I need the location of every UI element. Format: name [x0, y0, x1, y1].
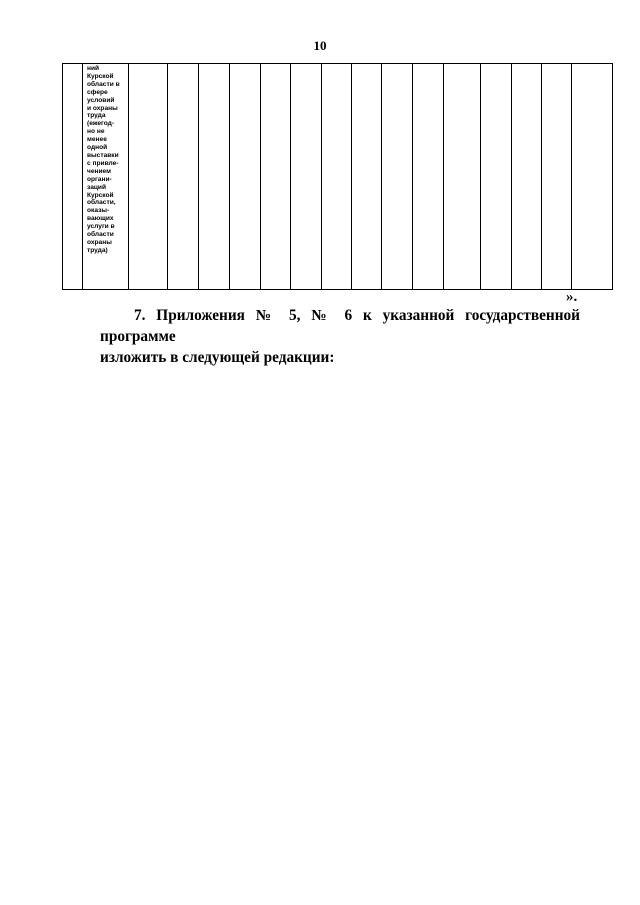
description-cell: [83, 64, 129, 290]
empty-cell: [168, 64, 199, 290]
empty-cell: [512, 64, 542, 290]
description-line: условий: [87, 96, 115, 104]
description-line: чением: [87, 167, 111, 175]
description-line: (ежегод-: [87, 120, 115, 128]
empty-cell: [291, 64, 322, 290]
row-number-cell: [63, 64, 83, 290]
empty-cell: [352, 64, 382, 290]
description-line: области,: [87, 199, 116, 207]
description-line: менее: [87, 136, 107, 144]
page-number: 10: [313, 38, 327, 53]
description-line: органи-: [87, 175, 112, 183]
description-line: услуги в: [87, 223, 115, 231]
empty-cell: [542, 64, 572, 290]
empty-cell: [199, 64, 230, 290]
empty-cell: [481, 64, 512, 290]
description-line: Курской: [87, 72, 114, 80]
table-row: [63, 64, 613, 290]
empty-cell: [230, 64, 261, 290]
description-line: области: [87, 231, 114, 239]
description-line: труда): [87, 246, 108, 254]
description-line: Курской: [87, 191, 114, 199]
description-line: и охраны: [87, 104, 118, 112]
paragraph-line-2: изложить в следующей редакции:: [100, 349, 335, 366]
description-line: охраны: [87, 238, 112, 246]
empty-cell: [322, 64, 352, 290]
description-line: вающих: [87, 215, 114, 223]
description-line: труда: [87, 112, 106, 120]
description-line: заций: [87, 183, 107, 191]
empty-cell: [382, 64, 413, 290]
description-line: сфере: [87, 88, 108, 96]
description-line: выставки: [87, 151, 119, 159]
continuation-table: [62, 63, 613, 290]
closing-quote: ».: [566, 289, 578, 305]
description-line: оказы-: [87, 207, 110, 215]
description-line: ний: [87, 65, 100, 72]
description-line: одной: [87, 144, 108, 152]
empty-cell: [413, 64, 444, 290]
table-fragment: [62, 63, 612, 290]
empty-cell: [129, 64, 168, 290]
description-line: области в: [87, 80, 120, 88]
paragraph-line-1: 7. Приложения № 5, № 6 к указанной государственной программе: [100, 307, 580, 345]
empty-cell: [444, 64, 481, 290]
description-line: с привле-: [87, 159, 119, 167]
description-line: но не: [87, 128, 105, 136]
amendment-paragraph: [100, 305, 580, 368]
empty-cell: [572, 64, 613, 290]
empty-cell: [261, 64, 291, 290]
